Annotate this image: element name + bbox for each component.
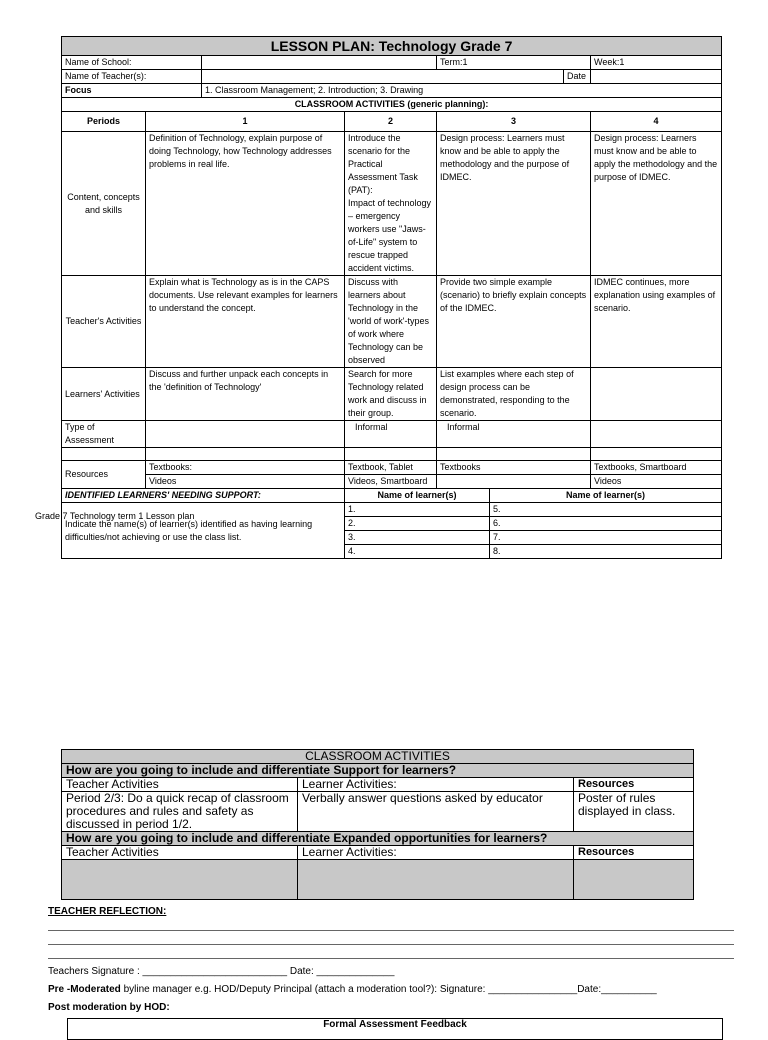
teacher-activities-header-2: Teacher Activities bbox=[62, 846, 298, 860]
teacher-act-p3: Provide two simple example (scenario) to briefly explain concepts of the IDMEC. bbox=[437, 276, 591, 368]
row1-learner: Verbally answer questions asked by educator bbox=[298, 792, 574, 832]
teacher-act-p4: IDMEC continues, more explanation using examples of scenario. bbox=[591, 276, 722, 368]
learner-act-p3: List examples where each step of design process can be demonstrated, responding to the scenario. bbox=[437, 368, 591, 421]
date-value[interactable] bbox=[591, 70, 722, 84]
support-text: Indicate the name(s) of learner(s) identified as having learning difficulties/not achieving or use the class list. bbox=[62, 503, 345, 559]
learner-slot-1[interactable]: 1. bbox=[345, 503, 490, 517]
learner-slot-4[interactable]: 4. bbox=[345, 545, 490, 559]
period-1: 1 bbox=[146, 112, 345, 132]
learner-slot-6[interactable]: 6. bbox=[490, 517, 722, 531]
assessment-p3: Informal bbox=[437, 421, 591, 448]
learner-slot-5[interactable]: 5. bbox=[490, 503, 722, 517]
period-4: 4 bbox=[591, 112, 722, 132]
row2-resources[interactable] bbox=[574, 860, 694, 900]
resources-label: Resources bbox=[62, 461, 146, 489]
resources-header: Resources bbox=[574, 778, 694, 792]
lesson-plan-table bbox=[61, 36, 722, 559]
expanded-question: How are you going to include and differentiate Expanded opportunities for learners? bbox=[62, 832, 694, 846]
page-caption: Grade 7 Technology term 1 Lesson plan bbox=[35, 511, 195, 521]
teacher-act-p2: Discuss with learners about Technology in the 'world of work'-types of work where Technology can be observed bbox=[345, 276, 437, 368]
reflection-section bbox=[48, 906, 734, 1013]
support-label: IDENTIFIED LEARNERS' NEEDING SUPPORT: bbox=[62, 489, 345, 503]
support-question: How are you going to include and differentiate Support for learners? bbox=[62, 764, 694, 778]
period-3: 3 bbox=[437, 112, 591, 132]
date-label: Date bbox=[564, 70, 591, 84]
learner-act-p2: Search for more Technology related work and discuss in their group. bbox=[345, 368, 437, 421]
pre-moderated-line bbox=[48, 984, 657, 995]
term-cell: Term:1 bbox=[437, 56, 591, 70]
assessment-p1 bbox=[146, 421, 345, 448]
resources-p4-a: Textbooks, Smartboard bbox=[591, 461, 722, 475]
content-p3: Design process: Learners must know and be able to apply the methodology and the purpose of IDMEC. bbox=[437, 132, 591, 276]
blank-label bbox=[62, 448, 146, 461]
school-value[interactable] bbox=[202, 56, 437, 70]
learner-act-p1: Discuss and further unpack each concepts in the 'definition of Technology' bbox=[146, 368, 345, 421]
resources-p1-b: Videos bbox=[146, 475, 345, 489]
resources-p3-a: Textbooks bbox=[437, 461, 591, 475]
learner-slot-3[interactable]: 3. bbox=[345, 531, 490, 545]
activities-header: CLASSROOM ACTIVITIES (generic planning): bbox=[62, 98, 722, 112]
content-p4: Design process: Learners must know and be able to apply the methodology and the purpose of IDMEC. bbox=[591, 132, 722, 276]
content-p2: Introduce the scenario for the Practical Assessment Task (PAT): Impact of technology – emergency workers use "Jaws-of-Life" system to rescue trapped accident victims. bbox=[345, 132, 437, 276]
resources-p4-b: Videos bbox=[591, 475, 722, 489]
row1-resources: Poster of rules displayed in class. bbox=[574, 792, 694, 832]
periods-label: Periods bbox=[62, 112, 146, 132]
lesson-plan-title: LESSON PLAN: Technology Grade 7 bbox=[62, 37, 722, 56]
learner-activities-header-2: Learner Activities: bbox=[298, 846, 574, 860]
reflection-line-2[interactable] bbox=[48, 944, 734, 945]
content-p1: Definition of Technology, explain purpose of doing Technology, how Technology addresses problems in real life. bbox=[146, 132, 345, 276]
name-of-learners-right: Name of learner(s) bbox=[490, 489, 722, 503]
pre-moderated-label: Pre -Moderated bbox=[48, 984, 121, 995]
learner-slot-2[interactable]: 2. bbox=[345, 517, 490, 531]
teacher-signature-line: Teachers Signature : __________________________ Date: ______________ bbox=[48, 966, 395, 977]
week-cell: Week:1 bbox=[591, 56, 722, 70]
assessment-p2: Informal bbox=[345, 421, 437, 448]
reflection-label: TEACHER REFLECTION: bbox=[48, 906, 167, 917]
learner-activities-header: Learner Activities: bbox=[298, 778, 574, 792]
teacher-value[interactable] bbox=[202, 70, 564, 84]
formal-assessment-feedback-box: Formal Assessment Feedback bbox=[67, 1018, 723, 1040]
reflection-line-1[interactable] bbox=[48, 930, 734, 931]
learner-slot-7[interactable]: 7. bbox=[490, 531, 722, 545]
focus-value: 1. Classroom Management; 2. Introduction; 3. Drawing bbox=[202, 84, 722, 98]
learner-activities-label: Learners' Activities bbox=[62, 368, 146, 421]
reflection-line-3[interactable] bbox=[48, 958, 734, 959]
focus-label: Focus bbox=[62, 84, 202, 98]
period-2: 2 bbox=[345, 112, 437, 132]
teacher-act-p1: Explain what is Technology as is in the CAPS documents. Use relevant examples for learners to understand the concept. bbox=[146, 276, 345, 368]
content-label: Content, concepts and skills bbox=[62, 132, 146, 276]
pre-moderated-text: byline manager e.g. HOD/Deputy Principal (attach a moderation tool?): Signature: ________________Date:__________ bbox=[120, 984, 657, 995]
classroom-title: CLASSROOM ACTIVITIES bbox=[62, 750, 694, 764]
resources-p2-b: Videos, Smartboard bbox=[345, 475, 437, 489]
row1-teacher: Period 2/3: Do a quick recap of classroom procedures and rules and safety as discussed in period 1/2. bbox=[62, 792, 298, 832]
teacher-label: Name of Teacher(s): bbox=[62, 70, 202, 84]
row2-learner[interactable] bbox=[298, 860, 574, 900]
teacher-activities-label: Teacher's Activities bbox=[62, 276, 146, 368]
resources-p2-a: Textbook, Tablet bbox=[345, 461, 437, 475]
school-label: Name of School: bbox=[62, 56, 202, 70]
classroom-activities-table bbox=[61, 749, 694, 900]
name-of-learners-left: Name of learner(s) bbox=[345, 489, 490, 503]
learner-act-p4 bbox=[591, 368, 722, 421]
resources-p3-b bbox=[437, 475, 591, 489]
resources-p1-a: Textbooks: bbox=[146, 461, 345, 475]
learner-slot-8[interactable]: 8. bbox=[490, 545, 722, 559]
teacher-activities-header: Teacher Activities bbox=[62, 778, 298, 792]
row2-teacher[interactable] bbox=[62, 860, 298, 900]
post-moderation-label: Post moderation by HOD: bbox=[48, 1002, 170, 1013]
resources-header-2: Resources bbox=[574, 846, 694, 860]
assessment-p4 bbox=[591, 421, 722, 448]
assessment-label: Type of Assessment bbox=[62, 421, 146, 448]
